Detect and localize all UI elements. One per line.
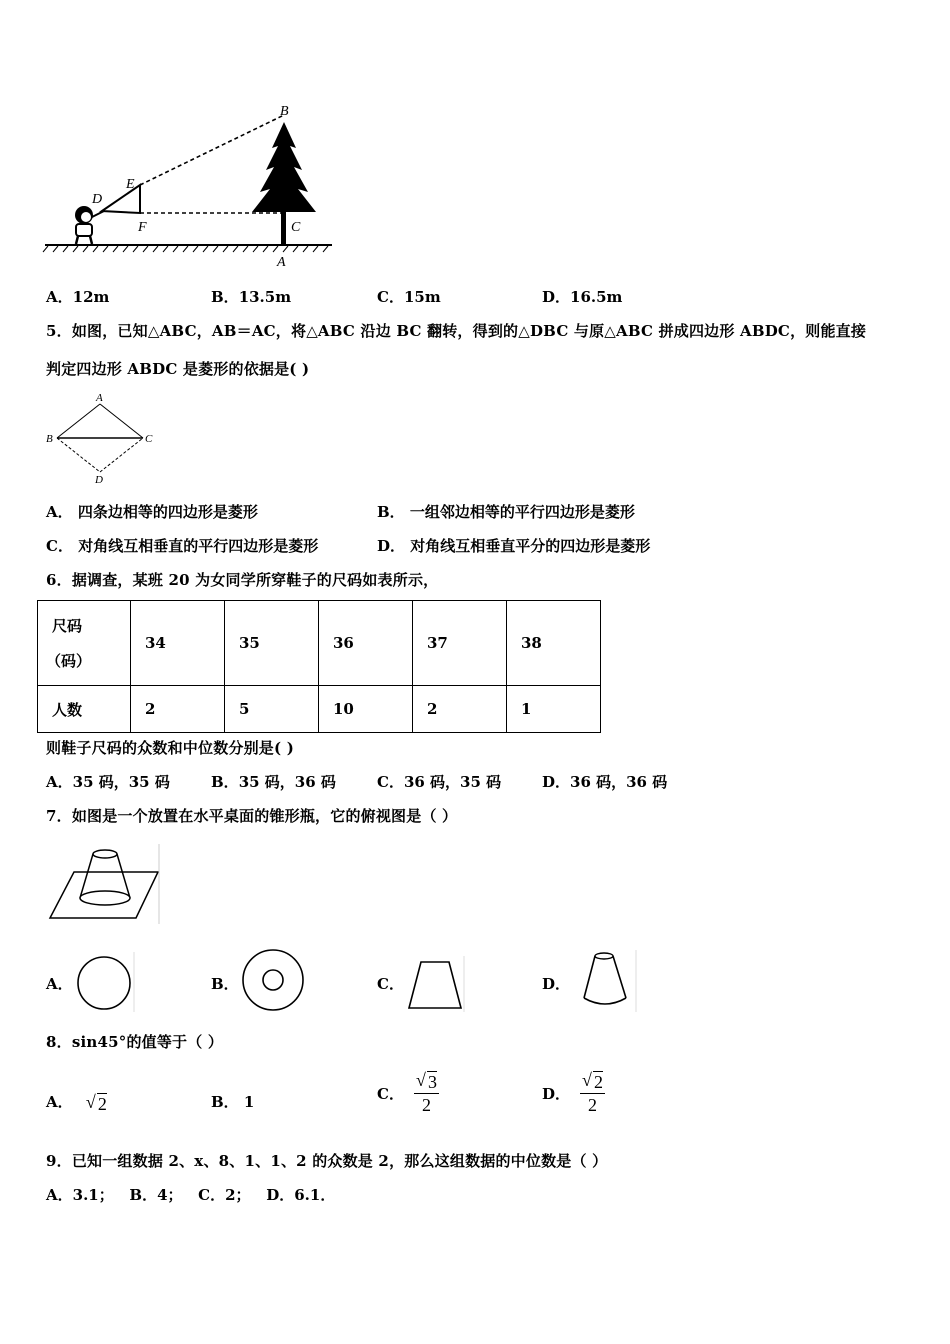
tree-icon [252, 122, 316, 245]
rhombus-figure [42, 390, 162, 486]
label-c: C [291, 220, 301, 235]
table-header-cell: 尺码 （码） [38, 601, 131, 686]
table-cell: 1 [507, 686, 601, 733]
q5-stem-line1: 5．如图，已知△ABC，AB＝AC，将△ABC 沿边 BC 翻转，得到的△DBC 与原△ABC 拼成四边形 ABDC，则能直接 [46, 322, 867, 340]
q4-option-c[interactable]: C．15m [377, 288, 441, 306]
q8-option-b[interactable]: B． 1 [211, 1093, 255, 1111]
tree-height-figure [40, 100, 340, 272]
option-b-concentric-circles-icon[interactable] [238, 946, 308, 1016]
q7-option-d-label[interactable]: D． [542, 975, 571, 993]
q4-option-a[interactable]: A．12m [46, 288, 110, 306]
q7-stem: 7．如图是一个放置在水平桌面的锥形瓶，它的俯视图是（ ） [46, 807, 458, 825]
q5-option-c[interactable]: C． 对角线互相垂直的平行四边形是菱形 [46, 537, 319, 555]
table-cell: 2 [131, 686, 225, 733]
table-cell: 34 [131, 601, 225, 686]
q8-option-c[interactable]: C． √ 3 2 [377, 1069, 437, 1115]
q8-stem: 8．sin45°的值等于（ ） [46, 1033, 224, 1051]
q6-stem: 6．据调查，某班 20 为女同学所穿鞋子的尺码如表所示， [46, 571, 439, 589]
q7-option-b-label[interactable]: B． [211, 975, 239, 993]
option-c-trapezoid-icon[interactable] [404, 954, 466, 1014]
option-a-circle-icon[interactable] [74, 950, 136, 1014]
q6-option-b[interactable]: B．35 码，36 码 [211, 773, 336, 791]
q6-option-c[interactable]: C．36 码，35 码 [377, 773, 502, 791]
rhombus-label-c: C [145, 433, 153, 445]
q9-options[interactable]: A．3.1； B．4； C．2； D．6.1． [46, 1186, 336, 1204]
q6-option-a[interactable]: A．35 码，35 码 [46, 773, 170, 791]
table-cell: 35 [225, 601, 319, 686]
table-cell: 2 [413, 686, 507, 733]
table-cell: 5 [225, 686, 319, 733]
q4-option-d[interactable]: D．16.5m [542, 288, 623, 306]
q6-option-d[interactable]: D．36 码，36 码 [542, 773, 668, 791]
q6-question: 则鞋子尺码的众数和中位数分别是( ) [46, 739, 295, 757]
table-cell: 37 [413, 601, 507, 686]
sqrt-icon: √ 3 [415, 1069, 437, 1092]
label-a: A [277, 255, 286, 270]
label-d: D [92, 192, 103, 207]
rhombus-label-d: D [95, 474, 103, 486]
q5-stem-line2: 判定四边形 ABDC 是菱形的依据是( ) [46, 360, 310, 378]
rhombus-label-b: B [46, 433, 53, 445]
table-cell: 10 [319, 686, 413, 733]
q5-option-b[interactable]: B． 一组邻边相等的平行四边形是菱形 [377, 503, 635, 521]
table-header-cell: 人数 [38, 686, 131, 733]
q9-stem: 9．已知一组数据 2、x、8、1、1、2 的众数是 2，那么这组数据的中位数是（ ） [46, 1152, 608, 1170]
q8-option-d[interactable]: D． √ 2 2 [542, 1069, 604, 1115]
label-f: F [138, 220, 147, 235]
sqrt-icon: √ 2 [582, 1069, 604, 1092]
q7-option-a-label[interactable]: A． [46, 975, 73, 993]
conical-flask-figure [46, 842, 166, 926]
label-e: E [126, 177, 135, 192]
q5-option-d[interactable]: D． 对角线互相垂直平分的四边形是菱形 [377, 537, 651, 555]
sqrt-icon: √ 2 [85, 1092, 107, 1114]
q7-option-c-label[interactable]: C． [377, 975, 404, 993]
rhombus-label-a: A [96, 392, 103, 404]
q8-option-a[interactable]: A． √ 2 [46, 1092, 107, 1114]
table-row [38, 686, 601, 733]
label-b: B [280, 104, 289, 119]
table-row [38, 601, 601, 686]
table-cell: 38 [507, 601, 601, 686]
shoe-size-table [37, 600, 601, 733]
q5-option-a[interactable]: A． 四条边相等的四边形是菱形 [46, 503, 258, 521]
table-cell: 36 [319, 601, 413, 686]
q4-option-b[interactable]: B．13.5m [211, 288, 292, 306]
option-d-truncated-cone-icon[interactable] [570, 948, 640, 1014]
